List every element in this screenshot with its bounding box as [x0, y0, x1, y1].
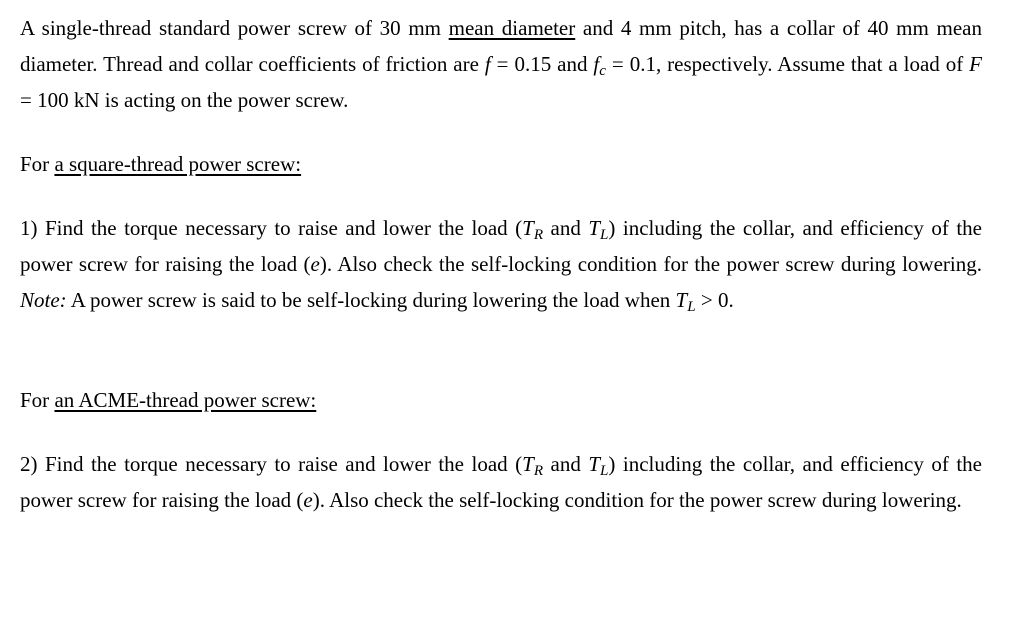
q2-tl-letter: T	[588, 452, 601, 476]
q1-efficiency-symbol: e	[310, 252, 320, 277]
q1-text-1: 1) Find the torque necessary to raise and lower the load (	[20, 216, 523, 240]
square-heading-prefix: For	[20, 152, 55, 176]
thread-friction-symbol: f	[484, 52, 491, 77]
q1-note-label: Note:	[20, 288, 67, 313]
q2-text-3: ). Also check the	[312, 488, 454, 513]
collar-friction-subscript: c	[599, 62, 606, 79]
q1-lower-torque-symbol-2	[675, 288, 696, 316]
q1-and: and	[543, 216, 589, 240]
q1-text-3: ). Also check the self-locking condition for the power screw during lowering.	[319, 252, 982, 277]
q2-and: and	[543, 452, 589, 476]
q1-lower-torque-symbol	[588, 216, 609, 243]
q1-text-4: A power screw is said to be self-locking during lowering the load when	[66, 288, 676, 313]
q1-tl2-letter: T	[675, 288, 688, 313]
q1-text-2: ) including the collar, and efficiency of the power screw for raising the load (	[20, 216, 982, 277]
acme-thread-heading	[20, 382, 982, 418]
q2-efficiency-symbol: e	[303, 488, 313, 513]
intro-text-2: and 4 mm pitch, has a collar of 40 mm mean diameter. Thread and collar coefficients of friction are	[20, 16, 982, 77]
acme-heading-prefix: For	[20, 388, 55, 412]
collar-friction-letter: f	[593, 52, 600, 77]
acme-heading-underlined: an ACME-thread power screw:	[54, 388, 317, 412]
square-heading-underlined: a square-thread power screw:	[54, 152, 302, 176]
intro-text-1: A single-thread standard power screw of 30 mm	[20, 16, 449, 40]
q2-text-2: ) including the collar, and efficiency of the power screw for raising the load (	[20, 452, 982, 513]
q1-tr-subscript: R	[533, 226, 544, 243]
load-symbol: F	[969, 52, 982, 77]
square-thread-heading	[20, 146, 982, 182]
q2-text-4: self-locking condition for the power screw during lowering.	[453, 488, 962, 513]
mean-diameter-term: mean diameter	[448, 16, 576, 40]
intro-text-4: = 0.1, respectively. Assume that a load of	[605, 52, 970, 77]
q2-raise-torque-symbol	[522, 452, 544, 479]
problem-statement	[20, 10, 982, 119]
q2-tr-letter: T	[522, 452, 534, 476]
question-1	[20, 210, 982, 319]
intro-text-5: = 100 kN is acting on the power screw.	[20, 88, 349, 113]
q1-tr-letter: T	[522, 216, 534, 240]
q2-tr-subscript: R	[533, 462, 544, 479]
intro-text-3: = 0.15 and	[490, 52, 594, 77]
q2-lower-torque-symbol	[588, 452, 609, 479]
question-2	[20, 446, 982, 518]
q2-tl-subscript: L	[600, 462, 609, 479]
q1-tl-subscript: L	[600, 226, 609, 243]
q1-tl2-subscript: L	[687, 299, 696, 316]
q1-text-5: > 0.	[695, 288, 734, 313]
collar-friction-symbol	[593, 52, 606, 79]
q1-raise-torque-symbol	[522, 216, 544, 243]
q2-text-1: 2) Find the torque necessary to raise and lower the load (	[20, 452, 523, 476]
q1-tl-letter: T	[588, 216, 601, 240]
